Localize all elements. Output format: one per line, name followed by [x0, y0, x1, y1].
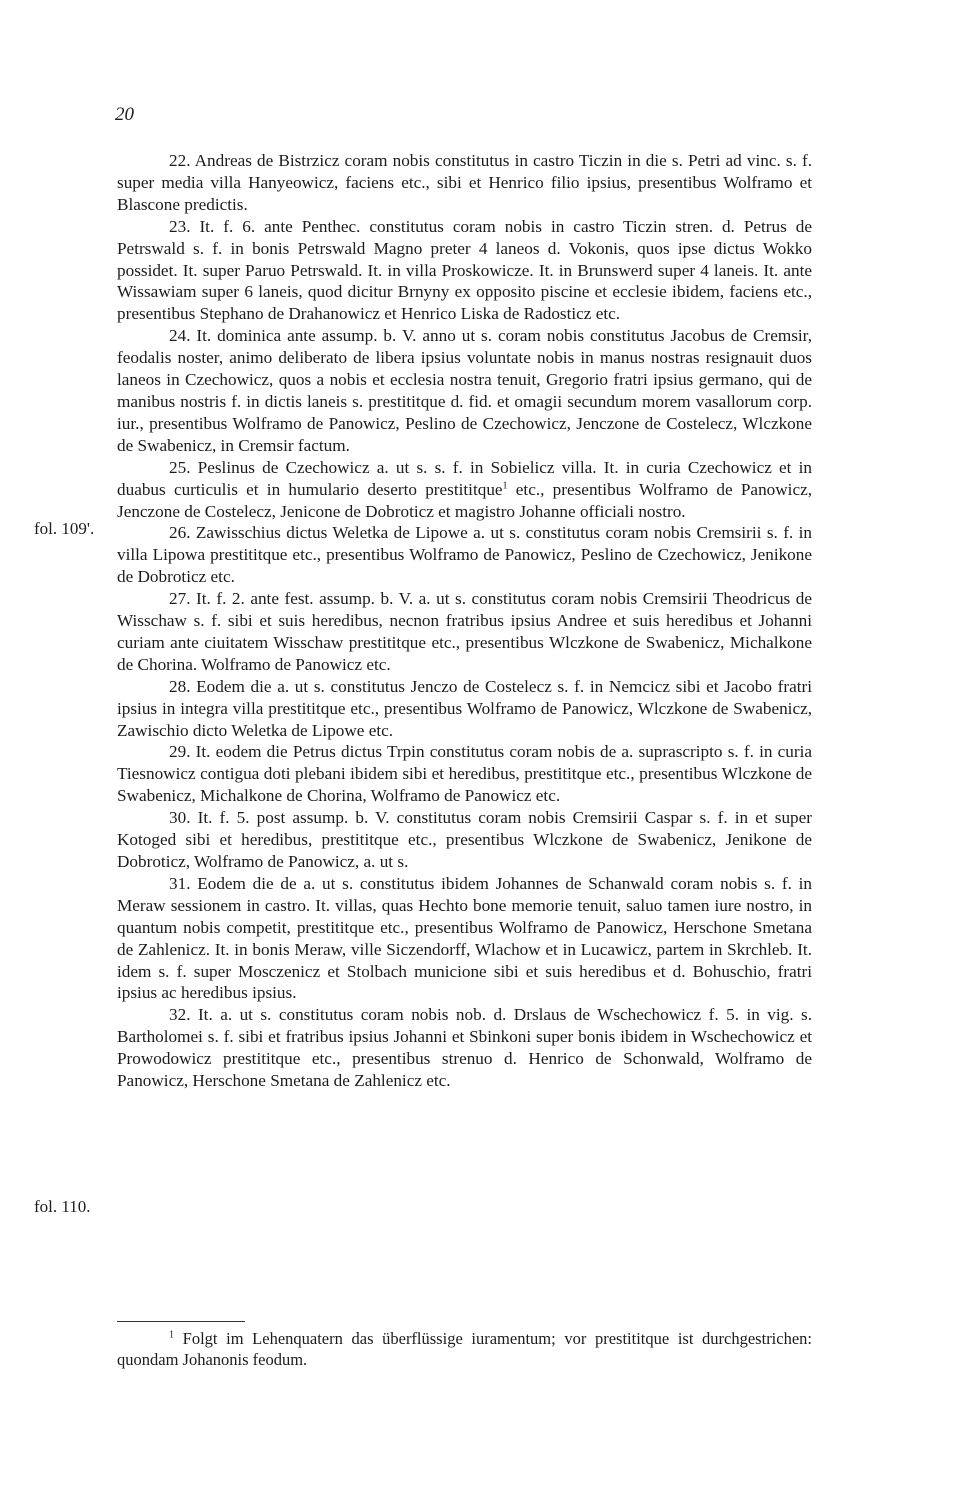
entry-25	[117, 457, 812, 523]
margin-note-fol-109: fol. 109'.	[34, 519, 95, 538]
footnote-marker: 1	[169, 1329, 174, 1341]
entry-23: 23. It. f. 6. ante Penthec. constitutus coram nobis in castro Ticzin stren. d. Petrus de Petrswald s. f. in bonis Petrswald Magno preter 4 laneos d. Vokonis, quos ipse dictus Wokko possidet. It. super Paruo Petrswald. It. in villa Proskowicze. It. in Brunswerd super 4 laneis. It. ante Wissawiam super 6 laneis, quod dicitur Brnyny ex opposito piscine et ecclesie ibidem, faciens etc., presentibus Stephano de Drahanowicz et Henrico Liska de Radosticz etc.	[117, 216, 812, 324]
entry-30: 30. It. f. 5. post assump. b. V. constitutus coram nobis Cremsirii Caspar s. f. in et super Kotoged sibi et heredibus, prestititque etc., presentibus Wlczkone de Swabenicz, Jenikone de Dobroticz, Wolframo de Panowicz, a. ut s.	[117, 808, 812, 871]
entry-25-text-continued: etc., presentibus Wolframo de Panowicz, Jenczone de Costelecz, Jenicone de Dobroticz et magistro Johanne officiali nostro.	[117, 479, 812, 521]
entry-29: 29. It. eodem die Petrus dictus Trpin constitutus coram nobis de a. suprascripto s. f. in curia Tiesnowicz contigua doti plebani ibidem sibi et heredibus, prestititque etc., presentibus Wlczkone de Swabenicz, Michalkone de Chorina, Wolframo de Panowicz etc.	[117, 742, 812, 806]
entry-27: 27. It. f. 2. ante fest. assump. b. V. a. ut s. constitutus coram nobis Cremsirii Theodricus de Wisschaw s. f. sibi et suis heredibus, necnon fratribus ipsius Andree et suis heredibus et Johanni curiam ante ciuitatem Wisschaw prestititque etc., presentibus Wlczkone de Swabenicz, Michalkone de Chorina. Wolframo de Panowicz etc.	[117, 589, 812, 674]
footnote-divider	[117, 1321, 245, 1322]
body-text	[117, 150, 812, 1092]
footnote-reference: 1	[502, 479, 508, 491]
margin-note-fol-110: fol. 110.	[34, 1197, 91, 1216]
entry-28: 28. Eodem die a. ut s. constitutus Jenczo de Costelecz s. f. in Nemcicz sibi et Jacobo fratri ipsius in integra villa prestititque etc., presentibus Wolframo de Panowicz, Wlczkone de Swabenicz, Zawischio dicto Weletka de Lipowe etc.	[117, 676, 812, 740]
entry-22: 22. Andreas de Bistrzicz coram nobis constitutus in castro Ticzin in die s. Petri ad vinc. s. f. super media villa Hanyeowicz, faciens etc., sibi et Henrico filio ipsius, presentibus Wolframo et Blascone predictis.	[117, 151, 812, 214]
page-number: 20	[115, 104, 134, 125]
footnote	[117, 1328, 812, 1370]
footnote-text: Folgt im Lehenquatern das überflüssige iuramentum; vor prestititque ist durchgestrichen: quondam Johanonis feodum.	[117, 1329, 813, 1369]
entry-25-text: 25. Peslinus de Czechowicz a. ut s. s. f. in Sobielicz villa. It. in curia Czechowicz et in duabus curticulis et in humulario deserto prestititque	[117, 457, 812, 499]
entry-24: 24. It. dominica ante assump. b. V. anno ut s. coram nobis constitutus Jacobus de Cremsir, feodalis noster, animo deliberato de libera ipsius voluntate nobis in manus nostras resignauit duos laneos in Czechowicz, quos a nobis et ecclesia nostra tenuit, Gregorio fratri ipsius germano, qui de manibus nostris f. in dictis laneis s. prestititque d. fid. et omagii secundum morem vasallorum corp. iur., presentibus Wolframo de Panowicz, Peslino de Czechowicz, Jenczone de Costelecz, Wlczkone de Swabenicz, in Cremsir factum.	[117, 326, 812, 455]
entry-31: 31. Eodem die de a. ut s. constitutus ibidem Johannes de Schanwald coram nobis s. f. in Meraw sessionem in castro. It. villas, quas Hechto bone memorie tenuit, saluo tamen iure nostro, in quantum nobis competit, prestititque etc., presentibus Wolframo de Panowicz, Herschone Smetana de Zahlenicz. It. in bonis Meraw, ville Siczendorff, Wlachow et in Lucawicz, partem in Skrchleb. It. idem s. f. super Mosczenicz et Stolbach municione sibi et suis heredibus et d. Bohuschio, fratri ipsius ac heredibus ipsius.	[117, 873, 812, 1003]
entry-26: 26. Zawisschius dictus Weletka de Lipowe a. ut s. constitutus coram nobis Cremsirii s. f. in villa Lipowa prestititque etc., presentibus Wolframo de Panowicz, Peslino de Czechowicz, Jenikone de Dobroticz etc.	[117, 523, 812, 587]
entry-32: 32. It. a. ut s. constitutus coram nobis nob. d. Drslaus de Wschechowicz f. 5. in vig. s. Bartholomei s. f. sibi et fratribus ipsius Johanni et Sbinkoni super bonis ibidem in Wschechowicz et Prowodowicz prestititque etc., presentibus strenuo d. Henrico de Schonwald, Wolframo de Panowicz, Herschone Smetana de Zahlenicz etc.	[117, 1005, 812, 1091]
